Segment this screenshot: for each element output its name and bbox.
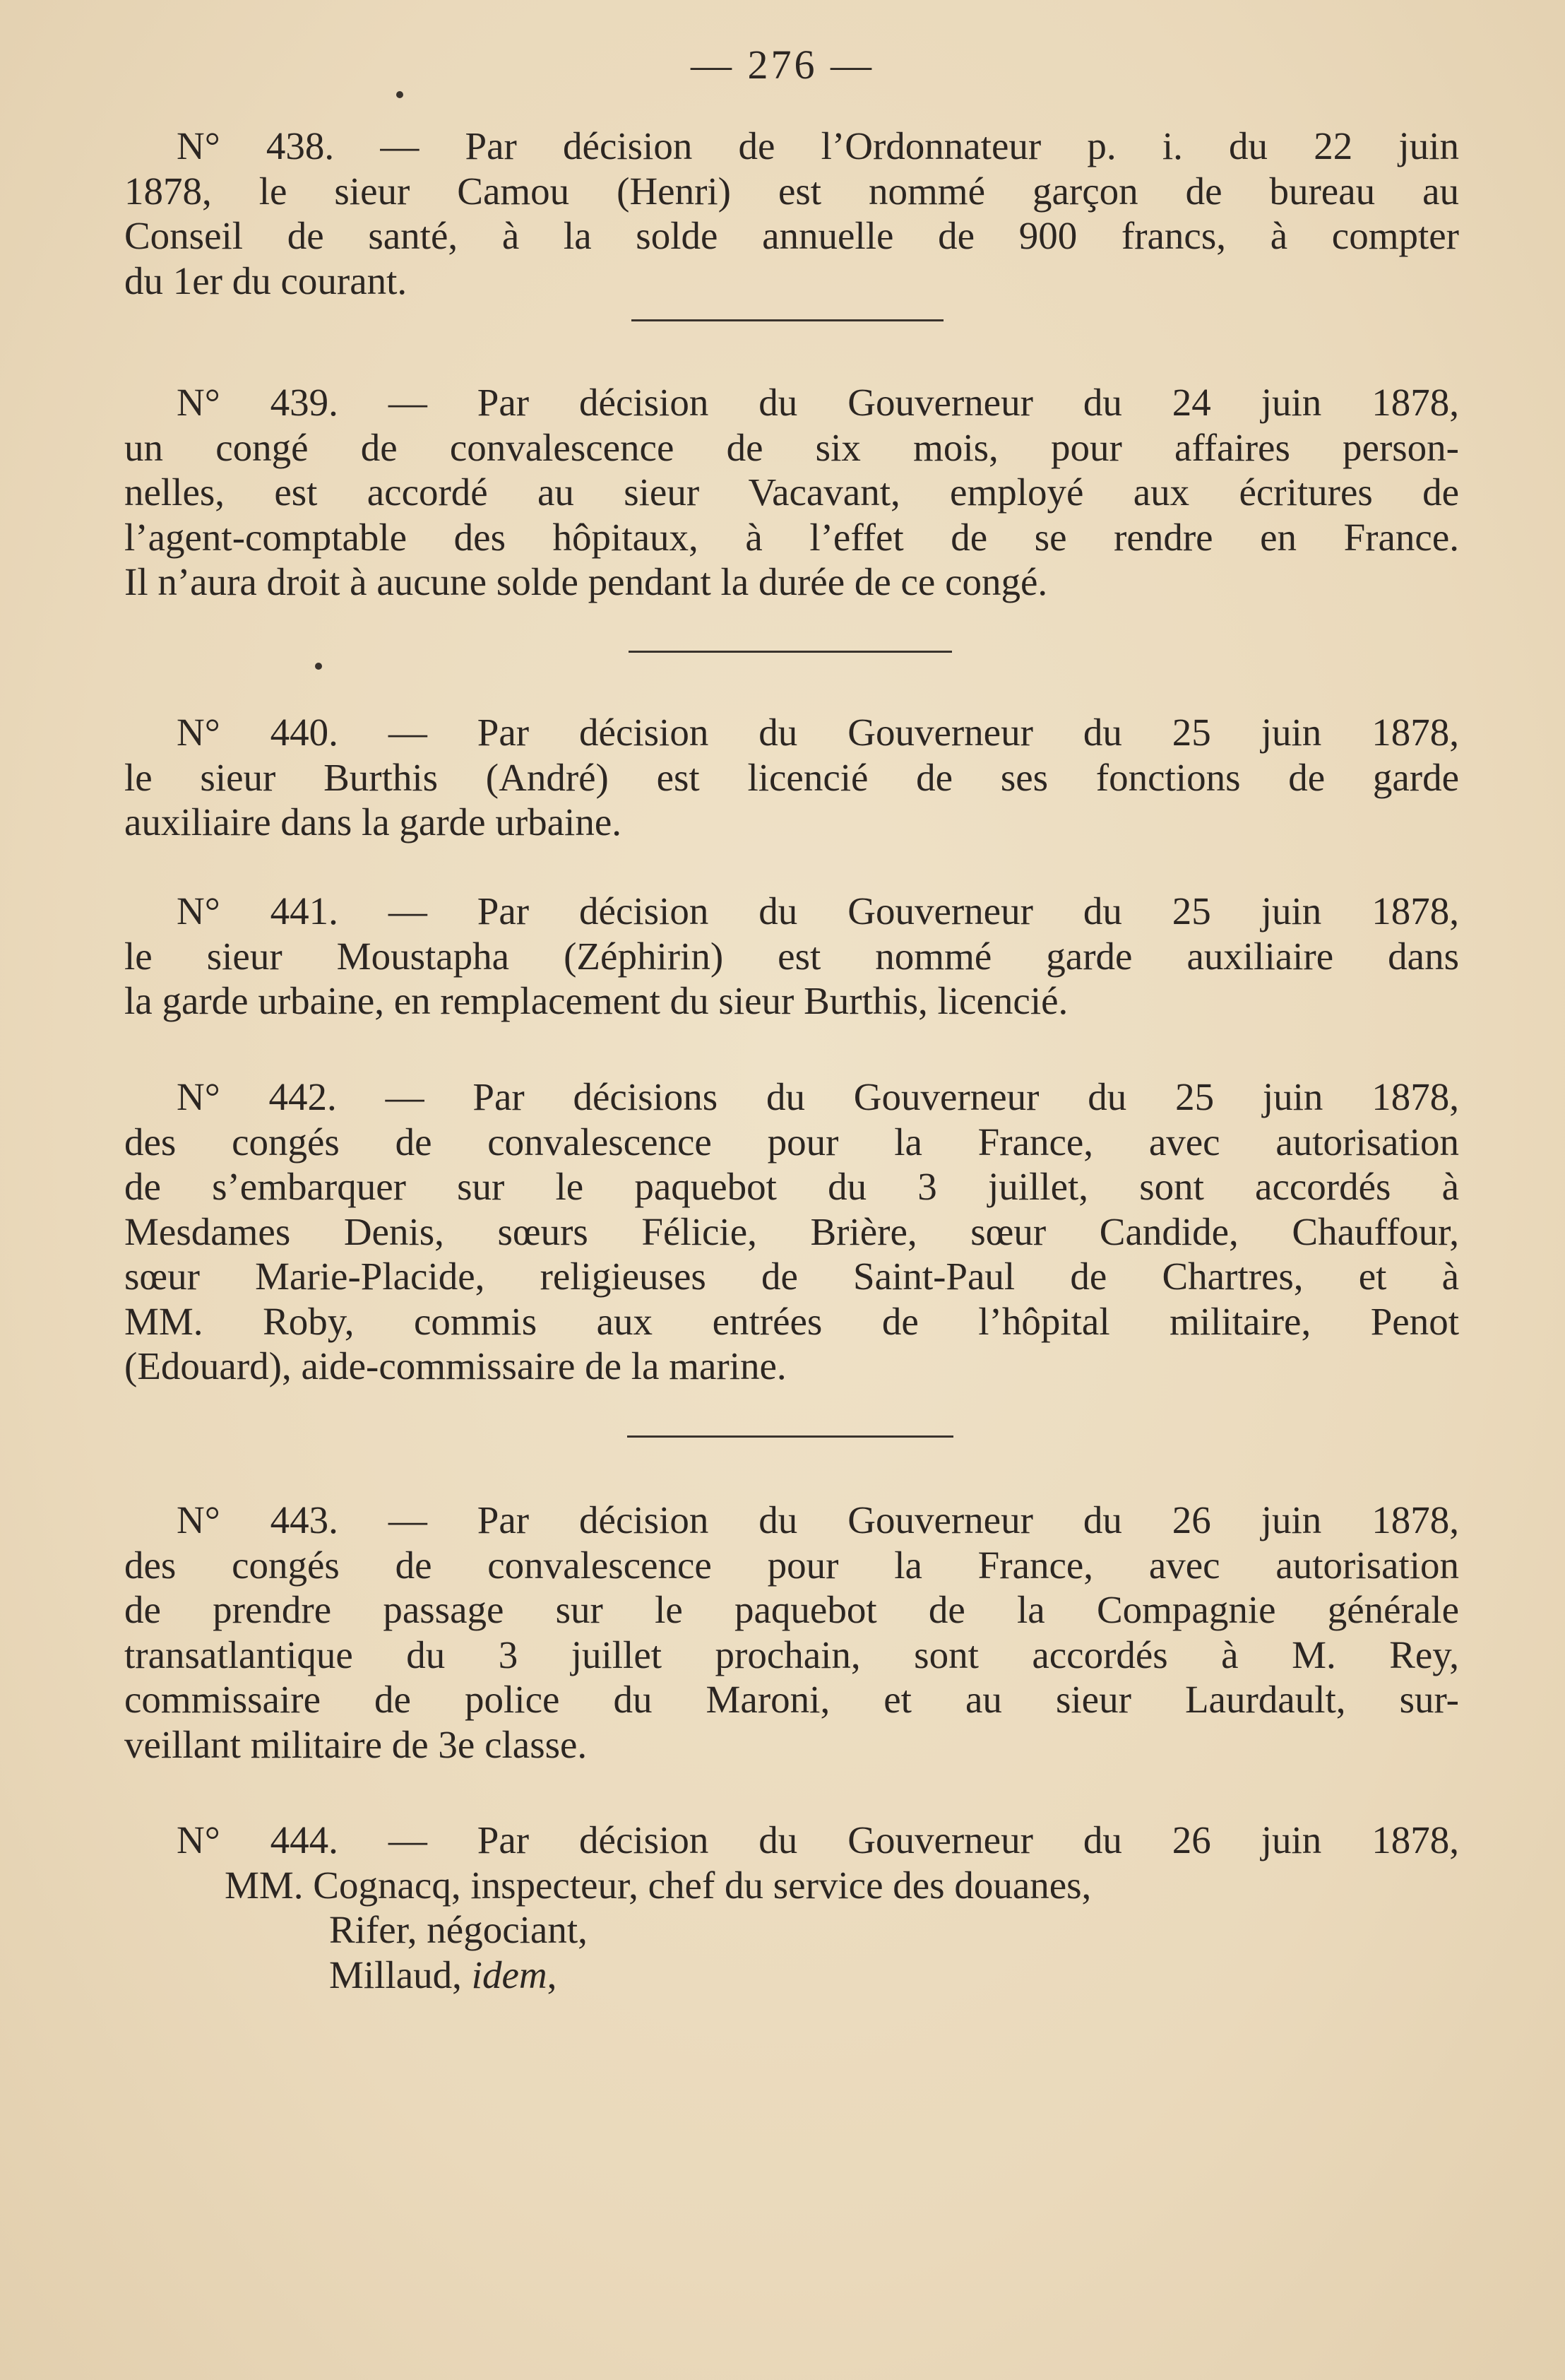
entry-line-text: Millaud, <box>329 1953 462 1996</box>
entry-443 <box>124 1498 1459 1767</box>
entry-line: N° 443. — Par décision du Gouverneur du 26 juin 1878, <box>177 1498 1459 1541</box>
entry-line: MM. Cognacq, inspecteur, chef du service des douanes, <box>225 1863 1092 1907</box>
entry-line: N° 438. — Par décision de l’Ordonnateur p. i. du 22 juin <box>177 124 1459 167</box>
entry-438 <box>124 124 1459 303</box>
entry-line: de s’embarquer sur le paquebot du 3 juillet, sont accordés à <box>124 1165 1459 1208</box>
separator-rule <box>629 651 952 653</box>
entry-line: des congés de convalescence pour la France, avec autorisation <box>124 1120 1459 1164</box>
entry-line: le sieur Moustapha (Zéphirin) est nommé garde auxiliaire dans <box>124 934 1459 978</box>
entry-line: commissaire de police du Maroni, et au sieur Laurdault, sur- <box>124 1678 1459 1721</box>
entry-line: un congé de convalescence de six mois, pour affaires person- <box>124 425 1459 469</box>
entry-line: N° 440. — Par décision du Gouverneur du 25 juin 1878, <box>177 711 1459 754</box>
entry-line: l’agent-comptable des hôpitaux, à l’effet de se rendre en France. <box>124 515 1459 559</box>
entry-line: sœur Marie-Placide, religieuses de Saint-Paul de Chartres, et à <box>124 1255 1459 1298</box>
entry-line: N° 441. — Par décision du Gouverneur du 25 juin 1878, <box>177 889 1459 933</box>
page-number: — 276 — <box>691 42 874 88</box>
entry-441 <box>124 889 1459 1024</box>
entry-line: Rifer, négociant, <box>329 1908 588 1951</box>
entry-line: (Edouard), aide-commissaire de la marine. <box>124 1344 787 1387</box>
entry-line: MM. Roby, commis aux entrées de l’hôpital militaire, Penot <box>124 1299 1459 1343</box>
ink-speck <box>396 91 403 98</box>
entry-line: le sieur Burthis (André) est licencié de ses fonctions de garde <box>124 755 1459 799</box>
entry-line: Il n’aura droit à aucune solde pendant la durée de ce congé. <box>124 560 1048 603</box>
entry-440 <box>124 710 1459 845</box>
entry-line: Millaud, idem, <box>329 1953 557 1996</box>
entry-442 <box>124 1074 1459 1389</box>
italic-idem: idem <box>471 1953 547 1996</box>
entry-line: des congés de convalescence pour la France, avec autorisation <box>124 1543 1459 1587</box>
entry-line: la garde urbaine, en remplacement du sieur Burthis, licencié. <box>124 979 1069 1022</box>
separator-rule <box>631 319 944 321</box>
entry-line: auxiliaire dans la garde urbaine. <box>124 800 621 843</box>
entry-line: N° 439. — Par décision du Gouverneur du 24 juin 1878, <box>177 381 1459 424</box>
entry-line: N° 442. — Par décisions du Gouverneur du 25 juin 1878, <box>177 1075 1459 1118</box>
entry-line: de prendre passage sur le paquebot de la Compagnie générale <box>124 1588 1459 1631</box>
entry-line: Mesdames Denis, sœurs Félicie, Brière, sœur Candide, Chauffour, <box>124 1209 1459 1253</box>
entry-line: transatlantique du 3 juillet prochain, sont accordés à M. Rey, <box>124 1633 1459 1676</box>
ink-speck <box>315 663 322 670</box>
entry-line: veillant militaire de 3e classe. <box>124 1722 588 1766</box>
entry-line: N° 444. — Par décision du Gouverneur du 26 juin 1878, <box>177 1818 1459 1861</box>
entry-439 <box>124 380 1459 605</box>
entry-line: nelles, est accordé au sieur Vacavant, employé aux écritures de <box>124 470 1459 514</box>
entry-line: 1878, le sieur Camou (Henri) est nommé garçon de bureau au <box>124 169 1459 213</box>
entry-line: Conseil de santé, à la solde annuelle de 900 francs, à compter <box>124 214 1459 257</box>
entry-line: du 1er du courant. <box>124 259 407 302</box>
entry-444 <box>124 1818 1459 1997</box>
separator-rule <box>627 1435 953 1438</box>
